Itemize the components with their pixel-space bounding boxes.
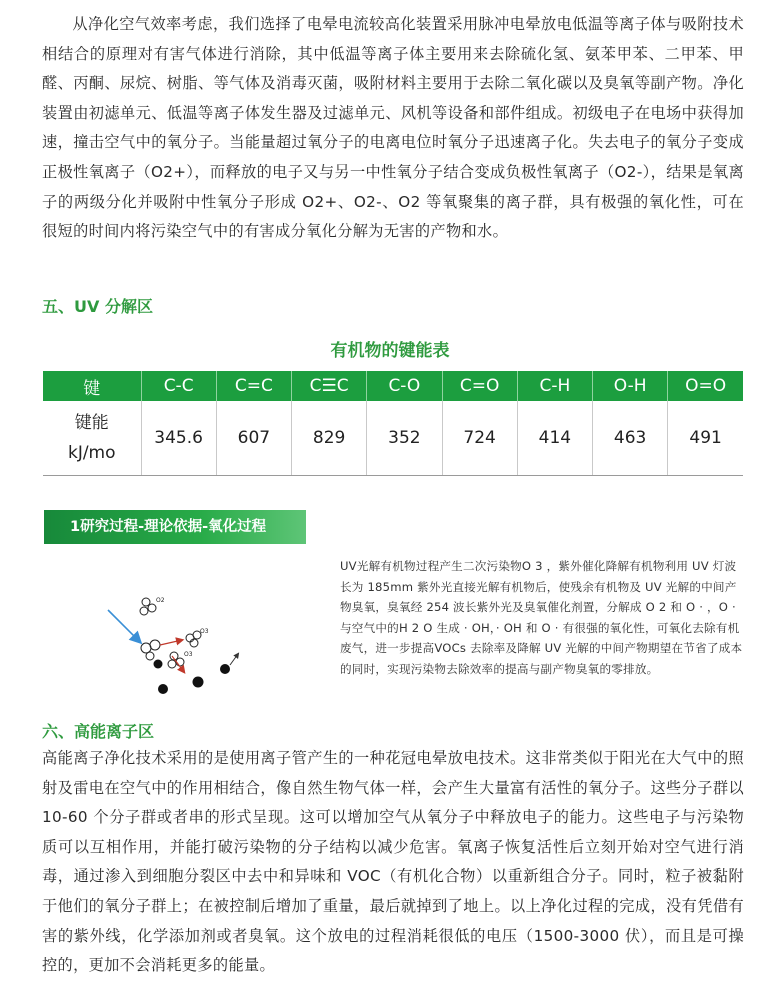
table-row xyxy=(43,401,743,476)
molecule-label: O2 xyxy=(156,597,165,604)
section-6-heading: 六、高能离子区 xyxy=(42,722,155,741)
table-header-row xyxy=(43,371,743,401)
table-cell: 607 xyxy=(216,401,291,476)
table-header-cell: C-H xyxy=(517,371,592,401)
row-label-line2: kJ/mo xyxy=(67,443,116,463)
research-process-banner: 1研究过程-理论依据-氧化过程 xyxy=(44,510,306,544)
table-cell: 491 xyxy=(668,401,743,476)
section-5-heading: 五、UV 分解区 xyxy=(42,297,153,316)
reaction-arrow-icon xyxy=(160,640,182,645)
ozone-molecule-icon xyxy=(141,640,160,660)
ozone-molecule-icon xyxy=(186,631,201,647)
oxygen-molecule-icon xyxy=(140,598,156,615)
section-6-paragraph: 高能离子净化技术采用的是使用离子管产生的一种花冠电晕放电技术。这非常类似于阳光在大气中的照射及雷电在空气中的作用相结合，像自然生物气体一样，会产生大量富有活性的氧分子。这些分子群以 10-60 个分子群或者串的形式呈现。这可以增加空气从氧分子中释放电子的能力。这些电子与污染物质可以互相作用，并能打破污染物的分子结构以减少危害。氧离子恢复活性后立刻开始对空气进行消毒，通过渗入到细胞分裂区中去中和异味和 VOC（有机化合物）以重新组合分子。同时，粒子被黏附于他们的氧分子群上；在被控制后增加了重量，最后就掉到了地上。以上净化过程的完成，没有凭借有害的紫外线，化学添加剂或者臭氧。这个放电的过程消耗很低的电压（1500-3000 伏），而且是可操控的，更加不会消耗更多的能量。 xyxy=(42,749,744,975)
table-header-cell: 键 xyxy=(43,371,141,401)
oxygen-atom-icon xyxy=(193,677,204,688)
table-header-cell: O-H xyxy=(593,371,668,401)
table-cell: 463 xyxy=(593,401,668,476)
molecule-label: O3 xyxy=(184,651,193,658)
table-header-cell: C=O xyxy=(442,371,517,401)
table-cell: 414 xyxy=(517,401,592,476)
row-label-cell xyxy=(43,401,141,476)
uv-oxidation-diagram xyxy=(100,590,260,700)
table-header-cell: C☰C xyxy=(292,371,367,401)
table-cell: 724 xyxy=(442,401,517,476)
table-header-cell: O=O xyxy=(668,371,743,401)
table-header-cell: C-O xyxy=(367,371,442,401)
motion-arrow-icon xyxy=(230,654,238,665)
ozone-molecule-icon xyxy=(168,652,184,668)
intro-paragraph: 从净化空气效率考虑，我们选择了电晕电流较高化装置采用脉冲电晕放电低温等离子体与吸附技术相结合的原理对有害气体进行消除，其中低温等离子体主要用来去除硫化氢、氨苯甲苯、二甲苯、甲醛、丙酮、尿烷、树脂、等气体及消毒灭菌，吸附材料主要用于去除二氧化碳以及臭氧等副产物。净化装置由初滤单元、低温等离子体发生器及过滤单元、风机等设备和部件组成。初级电子在电场中获得加速，撞击空气中的氧分子。当能量超过氧分子的电离电位时氧分子迅速离子化。失去电子的氧分子变成正极性氧离子（O2+），而释放的电子又与另一中性氧分子结合变成负极性氧离子（O2-），结果是氧离子的两级分化并吸附中性氧分子形成 O2+、O2-、O2 等氧聚集的离子群，具有极强的氧化性，可在很短的时间内将污染空气中的有害成分氧化分解为无害的产物和水。 xyxy=(42,15,744,241)
table-cell: 345.6 xyxy=(141,401,216,476)
table-header-cell: C-C xyxy=(141,371,216,401)
molecule-label: O3 xyxy=(200,628,209,635)
oxygen-atom-icon xyxy=(154,660,163,669)
row-label-line1: 键能 xyxy=(74,413,109,433)
bond-energy-table xyxy=(43,371,743,476)
oxygen-atom-icon xyxy=(158,684,168,694)
table-cell: 352 xyxy=(367,401,442,476)
uv-process-description: UV光解有机物过程产生二次污染物O 3 ，紫外催化降解有机物利用 UV 灯波长为 185mm 紫外光直接光解有机物后，使残余有机物及 UV 光解的中间产物臭氧，臭氧经 254 波长紫外光及臭氧催化剂置，分解成 O 2 和 O · ，O · 与空气中的H 2 O 生成 · OH，· OH 和 O · 有很强的氧化性，可氧化去除有机废气，进一步提高VOCs 去除率及降解 UV 光解的中间产物期望在节省了成本的同时，实现污染物去除效率的提高与副产物臭氧的零排放。 xyxy=(340,559,743,676)
table-header-cell: C=C xyxy=(216,371,291,401)
uv-light-arrow-icon xyxy=(108,610,140,642)
bond-energy-table-title: 有机物的键能表 xyxy=(330,341,450,361)
table-cell: 829 xyxy=(292,401,367,476)
oxygen-atom-icon xyxy=(220,664,230,674)
